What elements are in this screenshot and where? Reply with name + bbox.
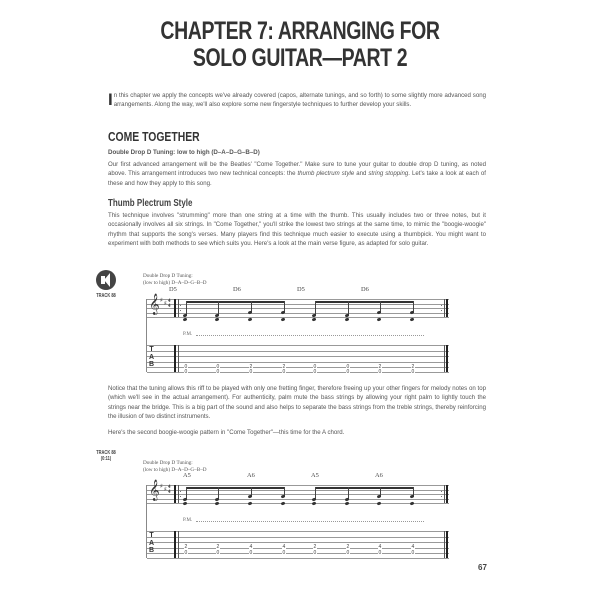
time-sig-top: 4	[168, 485, 171, 490]
section-heading: COME TOGETHER	[108, 129, 200, 144]
fret-number: 0	[184, 363, 188, 370]
chord-symbol: A6	[375, 472, 383, 479]
chapter-title	[66, 18, 534, 72]
beam	[186, 487, 284, 489]
tab-repeat-start	[174, 531, 176, 558]
time-sig-bottom: 4	[168, 303, 171, 309]
fret-number: 2	[282, 363, 286, 370]
fret-number: 4	[249, 544, 253, 550]
fret-number: 0	[346, 368, 350, 375]
palm-mute-label: P.M.	[183, 518, 193, 523]
chord-symbol: A5	[311, 472, 319, 479]
music-system-1	[143, 286, 449, 376]
palm-mute-label: P.M.	[183, 332, 193, 337]
staff-line	[147, 490, 449, 491]
notehead	[248, 310, 253, 314]
track-time: (0:11)	[100, 456, 112, 462]
subsection-heading: Thumb Plectrum Style	[108, 198, 193, 209]
sharp-icon: ♯	[164, 486, 167, 493]
fret-number: 0	[249, 368, 253, 375]
fret-number: 0	[411, 549, 415, 556]
repeat-start-thin	[178, 485, 179, 503]
chord-symbol: D6	[361, 286, 369, 293]
fret-number: 0	[282, 549, 286, 556]
fret-number: 0	[378, 549, 382, 556]
fret-number: 0	[313, 363, 317, 370]
repeat-end-thin	[444, 485, 445, 503]
tab-clef	[149, 532, 154, 555]
tab-line	[147, 345, 449, 346]
tab-line	[147, 368, 449, 375]
track-block-2[interactable]	[86, 450, 126, 462]
tab-repeat-start-thin	[178, 531, 179, 558]
treble-clef-icon: 𝄞	[149, 294, 160, 315]
text-run: and	[354, 170, 369, 178]
notehead	[377, 317, 382, 321]
fret-number: 2	[313, 544, 317, 550]
time-sig-top: 4	[168, 299, 171, 304]
middle-paragraph-2: Here's the second boogie-woogie pattern in "Come Together"—this time for the A chord.	[108, 429, 345, 436]
staff-line	[147, 499, 449, 500]
tab-repeat-end	[446, 531, 448, 558]
fret-number: 2	[249, 363, 253, 370]
tab-letter: B	[149, 361, 155, 368]
tab-letter: A	[149, 539, 155, 547]
fret-number: 4	[378, 544, 382, 550]
staff-line	[147, 304, 449, 305]
notehead	[281, 310, 286, 314]
middle-paragraph: Notice that the tuning allows this riff to be played with only one fretting finger, therefore freeing up your other fingers for melody notes on top (which we'll see in the actual arrangement). For authenticity, palm mute the bass strings by allowing your right palm to lightly touch the strings near the bridge. This is a big part of the sound and also helps to separate the bass strings from the treble strings, thereby reinforcing the illusion of two distinct instruments.	[108, 385, 486, 421]
tab-line	[147, 558, 449, 559]
notehead	[377, 501, 382, 505]
tuning-note-line1: Double Drop D Tuning:	[143, 273, 193, 279]
fret-number: 0	[313, 368, 317, 375]
tab-line	[147, 356, 449, 357]
chapter-title-line1: CHAPTER 7: ARRANGING FOR	[160, 17, 440, 45]
intro-paragraph	[108, 91, 486, 110]
tab-line	[147, 531, 449, 532]
tuning-spec: Double Drop D Tuning: low to high (D–A–D–G–B–D)	[108, 149, 260, 156]
notehead	[410, 317, 415, 321]
repeat-start-barline	[174, 299, 176, 317]
intro-text: n this chapter we apply the concepts we've already covered (capos, alternate tunings, and so forth) to some slightly more advanced song arrangements. Along the way, we'll also explore some new fingerstyle techniques to further develop your skills.	[113, 92, 486, 109]
section-paragraph	[108, 160, 486, 188]
page-number: 67	[478, 563, 487, 572]
fret-number: 0	[378, 368, 382, 375]
tab-line	[147, 537, 449, 538]
notehead	[183, 317, 188, 321]
tab-line	[147, 363, 449, 370]
term-thumb-plectrum: thumb plectrum style	[297, 170, 355, 178]
beam	[315, 301, 413, 303]
notation-tuning-note	[143, 273, 207, 287]
tab-repeat-end	[446, 345, 448, 372]
tab-line	[147, 542, 449, 543]
notehead	[312, 501, 317, 505]
tuning-note-line2: (low to high) D–A–D–G–B–D	[143, 467, 207, 473]
drop-cap: I	[108, 90, 113, 109]
notehead	[248, 317, 253, 321]
tuning-note-line2: (low to high) D–A–D–G–B–D	[143, 280, 207, 286]
notehead	[410, 501, 415, 505]
sharp-icon: ♯	[160, 297, 163, 304]
beam	[186, 301, 284, 303]
repeat-dot	[180, 310, 181, 311]
tab-repeat-start-thin	[178, 345, 179, 372]
term-string-stopping: string stopping	[368, 170, 409, 178]
fret-number: 4	[411, 544, 415, 550]
sharp-icon: ♯	[160, 483, 163, 490]
staff-line	[147, 494, 449, 495]
notehead	[410, 310, 415, 314]
repeat-dot	[441, 491, 442, 492]
fret-number: 2	[184, 544, 188, 550]
notehead	[281, 317, 286, 321]
track-label: TRACK 88	[96, 450, 116, 456]
tab-letter: B	[149, 547, 155, 554]
tuning-note-line1: Double Drop D Tuning:	[143, 460, 193, 466]
chord-symbol: D5	[297, 286, 305, 293]
fret-number: 0	[346, 363, 350, 370]
repeat-dot	[441, 310, 442, 311]
repeat-dot	[180, 491, 181, 492]
repeat-start-barline	[174, 485, 176, 503]
notehead	[281, 501, 286, 505]
palm-mute-extension	[196, 521, 424, 522]
tab-repeat-end-thin	[444, 531, 445, 558]
staff-line	[147, 317, 449, 318]
track-block-1[interactable]	[86, 270, 126, 299]
fret-number: 0	[249, 549, 253, 556]
fret-number: 2	[216, 544, 220, 550]
repeat-dot	[441, 496, 442, 497]
notehead	[215, 501, 220, 505]
fret-number: 0	[216, 549, 220, 556]
tab-line	[147, 351, 449, 352]
fret-number: 0	[313, 549, 317, 556]
repeat-dot	[180, 305, 181, 306]
fret-number: 2	[378, 363, 382, 370]
tab-repeat-end-thin	[444, 345, 445, 372]
notehead	[345, 501, 350, 505]
tab-clef	[149, 346, 154, 369]
fret-number: 0	[184, 368, 188, 375]
fret-number: 0	[184, 549, 188, 556]
chord-symbol: D5	[169, 286, 177, 293]
tab-letter: T	[149, 346, 154, 353]
repeat-dot	[441, 305, 442, 306]
tab-letter: A	[149, 353, 155, 361]
speaker-icon[interactable]	[96, 270, 116, 290]
chord-symbol: A5	[183, 472, 191, 479]
fret-number: 0	[346, 549, 350, 556]
repeat-dot	[180, 496, 181, 497]
chord-symbol: D6	[233, 286, 241, 293]
beam	[315, 487, 413, 489]
repeat-end-barline	[446, 485, 448, 503]
fret-number: 0	[216, 368, 220, 375]
tab-line	[147, 549, 449, 556]
repeat-start-thin	[178, 299, 179, 317]
repeat-end-barline	[446, 299, 448, 317]
tab-line	[147, 548, 449, 549]
staff-line	[147, 313, 449, 314]
track-label: TRACK 88	[96, 293, 116, 299]
tab-line	[147, 362, 449, 363]
time-signature	[168, 300, 171, 309]
fret-number: 0	[411, 368, 415, 375]
fret-number: 0	[216, 363, 220, 370]
notehead	[377, 310, 382, 314]
tab-repeat-start	[174, 345, 176, 372]
text-run: Our first advanced arrangement will be the Beatles' "Come Together." Make sure to tune your guitar to double drop D tuning, as noted above. This arrangement introduces two new technical concepts: the	[108, 161, 486, 178]
tab-letter: T	[149, 532, 154, 539]
repeat-end-thin	[444, 299, 445, 317]
notehead	[312, 317, 317, 321]
fret-number: 4	[282, 544, 286, 550]
subsection-paragraph: This technique involves "strumming" more than one string at a time with the thumb. This usually includes two or three notes, but it occasionally involves all six strings. In "Come Together," you'll strike the lowest two strings at the same time, to mimic the "boogie-woogie" rhythm that supports the song's verses. Many players find this technique much easier to execute using a thumbpick. You might want to experiment with both methods to see which suits you. Here's a look at the main verse figure, as adapted for solo guitar.	[108, 212, 486, 248]
fret-number: 2	[346, 544, 350, 550]
music-system-2	[143, 472, 449, 562]
staff-line	[147, 485, 449, 486]
notehead	[215, 317, 220, 321]
chapter-title-line2: SOLO GUITAR—PART 2	[192, 44, 408, 72]
text-run: . Let's take a look at each of these and how they apply to this song.	[108, 170, 486, 187]
staff-line	[147, 503, 449, 504]
notehead	[248, 501, 253, 505]
time-signature	[168, 486, 171, 495]
fret-number: 2	[411, 363, 415, 370]
notehead	[183, 501, 188, 505]
chord-symbol: A6	[247, 472, 255, 479]
palm-mute-extension	[196, 335, 424, 336]
time-sig-bottom: 4	[168, 489, 171, 495]
treble-clef-icon: 𝄞	[149, 480, 160, 501]
notehead	[345, 317, 350, 321]
sharp-icon: ♯	[164, 300, 167, 307]
fret-number: 0	[282, 368, 286, 375]
staff-line	[147, 308, 449, 309]
staff-line	[147, 299, 449, 300]
